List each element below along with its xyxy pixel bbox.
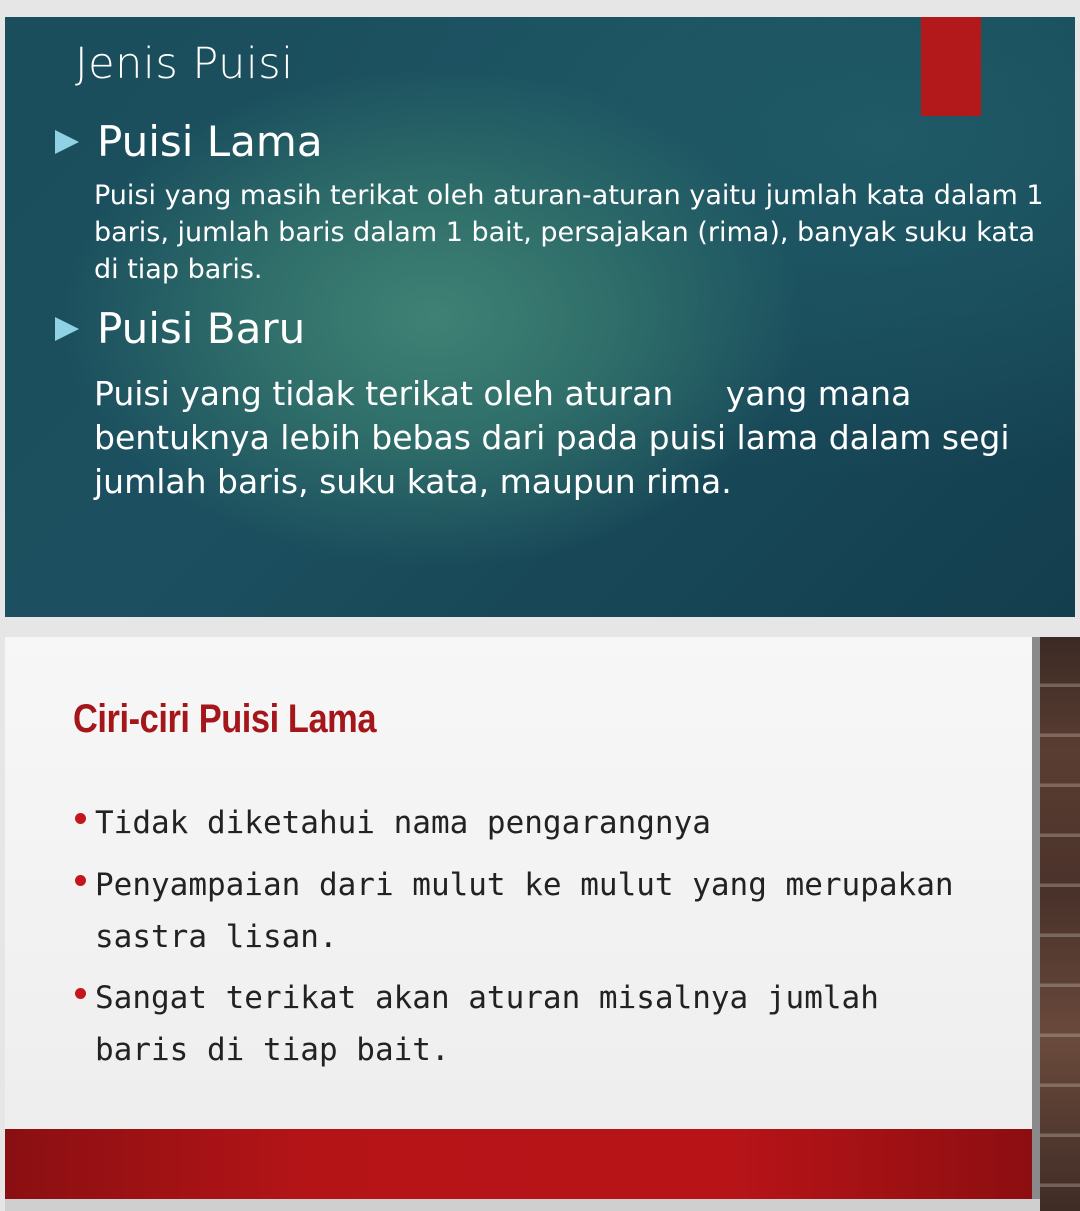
footer-red-bar — [5, 1129, 1032, 1199]
section-heading-label: Puisi Lama — [97, 117, 323, 166]
slide-edge-divider — [1032, 637, 1040, 1202]
slide-jenis-puisi — [5, 17, 1075, 617]
triangle-bullet-icon — [55, 317, 79, 341]
list-item-text: Sangat terikat akan aturan misalnya jumlah baris di tiap bait. — [95, 980, 879, 1068]
brick-wall-background — [1040, 637, 1080, 1211]
slide-title: Jenis Puisi — [75, 39, 294, 89]
section-heading-puisi-baru — [55, 304, 305, 353]
section-heading-puisi-lama — [55, 117, 323, 166]
section-text-puisi-lama: Puisi yang masih terikat oleh aturan-aturan yaitu jumlah kata dalam 1 baris, jumlah baris dalam 1 bait, persajakan (rima), banyak suku kata di tiap baris. — [94, 180, 1044, 285]
red-dot-icon — [75, 875, 86, 886]
section-heading-label: Puisi Baru — [97, 304, 306, 353]
red-accent-tab — [921, 17, 981, 116]
triangle-bullet-icon — [55, 130, 79, 154]
list-item-text: Penyampaian dari mulut ke mulut yang merupakan sastra lisan. — [95, 867, 954, 955]
red-dot-icon — [75, 988, 86, 999]
red-dot-icon — [75, 813, 86, 824]
list-item — [75, 972, 975, 1076]
bottom-margin — [5, 1199, 1040, 1211]
list-item — [75, 859, 975, 963]
list-item-text: Tidak diketahui nama pengarangnya — [95, 805, 711, 841]
slide-ciri-ciri-puisi-lama — [5, 637, 1032, 1199]
slide-title: Ciri-ciri Puisi Lama — [73, 697, 377, 741]
section-text-puisi-baru: Puisi yang tidak terikat oleh aturan yang mana bentuknya lebih bebas dari pada puisi lama dalam segi jumlah baris, suku kata, maupun rima. — [94, 374, 1021, 501]
list-item — [75, 797, 975, 849]
